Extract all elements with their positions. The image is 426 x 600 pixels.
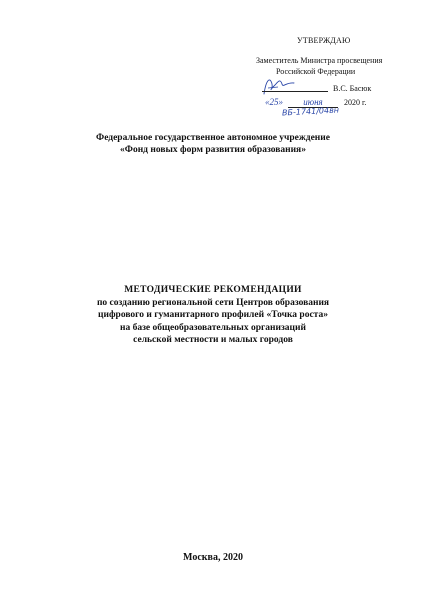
document-title: МЕТОДИЧЕСКИЕ РЕКОМЕНДАЦИИ: [124, 285, 302, 295]
city-year: Москва, 2020: [183, 552, 243, 563]
handwritten-signature: [260, 74, 300, 98]
approver-name: В.С. Басюк: [333, 84, 372, 93]
date-day: «25»: [265, 97, 283, 107]
document-subtitle-line1: по созданию региональной сети Центров образования: [96, 297, 330, 308]
document-title-block: [0, 284, 426, 347]
approval-title: УТВЕРЖДАЮ: [297, 36, 351, 45]
organization-line1: Федеральное государственное автономное учреждение: [96, 133, 330, 143]
signature-line: [262, 91, 328, 92]
approval-position-line2: Российской Федерации: [276, 67, 356, 76]
document-subtitle-line3: на базе общеобразовательных организаций: [120, 322, 306, 333]
date-month: июня: [288, 97, 338, 108]
approval-position-line1: Заместитель Министра просвещения: [256, 56, 383, 65]
document-subtitle-line2: цифрового и гуманитарного профилей «Точка роста»: [98, 310, 328, 320]
organization-name: [0, 132, 426, 156]
date-year: 2020 г.: [344, 98, 367, 107]
document-subtitle-line4: сельской местности и малых городов: [133, 335, 293, 345]
organization-line2: «Фонд новых форм развития образования»: [120, 145, 306, 155]
registration-number: ВБ-1741/04вн: [281, 105, 340, 118]
